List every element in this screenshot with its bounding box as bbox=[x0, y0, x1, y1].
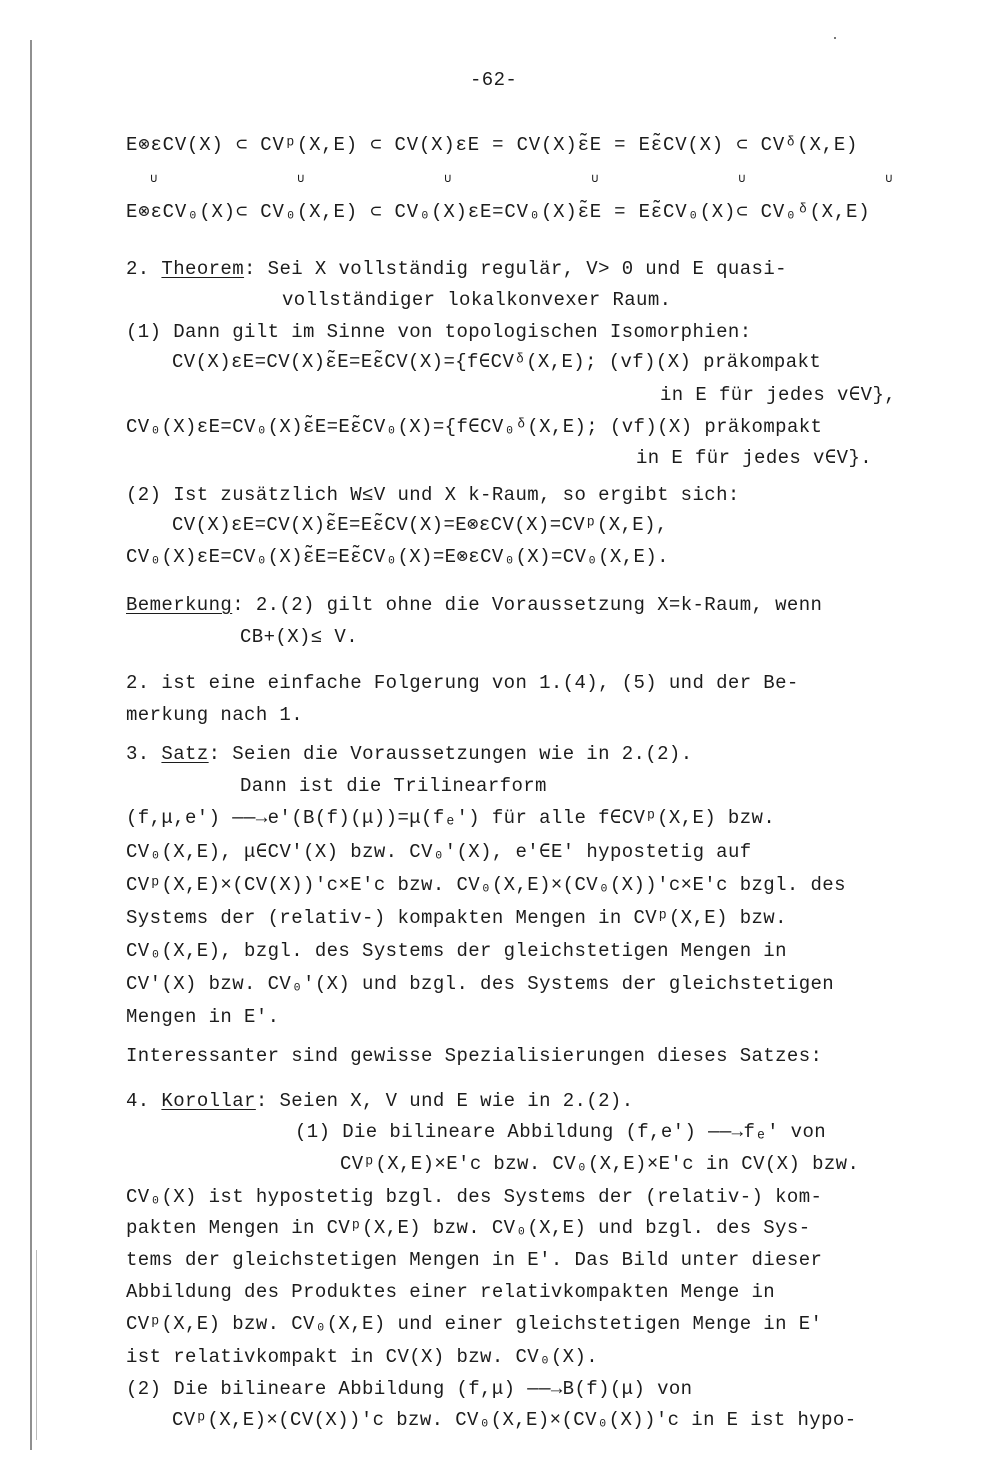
satz-3-number: 3. bbox=[126, 743, 150, 765]
satz-3-line-2: Dann ist die Trilinearform bbox=[240, 775, 547, 797]
satz-3-line-7: CV₀(X,E), bzgl. des Systems der gleichstetigen Mengen in bbox=[126, 940, 787, 962]
diagram-row-3: E⊗εCV₀(X)⊂ CV₀(X,E) ⊂ CV₀(X)εE=CV₀(X)ε̃E = Eε̃CV₀(X)⊂ CV₀ᵟ(X,E) bbox=[126, 201, 871, 223]
korollar-4-label: Korollar bbox=[161, 1090, 256, 1112]
paragraph-1-line-1: 2. ist eine einfache Folgerung von 1.(4), (5) und der Be- bbox=[126, 672, 799, 694]
theorem-2-heading bbox=[126, 257, 787, 281]
remark-heading bbox=[126, 593, 822, 617]
korollar-4-line-11: CVᵖ(X,E)×(CV(X))'c bzw. CV₀(X,E)×(CV₀(X))'c in E ist hypo- bbox=[172, 1409, 857, 1431]
remark-label: Bemerkung bbox=[126, 594, 233, 616]
korollar-4-line-6: tems der gleichstetigen Mengen in E'. Das Bild unter dieser bbox=[126, 1249, 823, 1271]
theorem-2-label: Theorem bbox=[161, 258, 245, 280]
theorem-2-line-6: CV₀(X)εE=CV₀(X)ε̃E=Eε̃CV₀(X)={f∈CV₀ᵟ(X,E); (vf)(X) präkompakt bbox=[126, 416, 823, 438]
theorem-2-line-8: (2) Ist zusätzlich W≤V und X k-Raum, so ergibt sich: bbox=[126, 484, 740, 506]
left-margin-rule-lower bbox=[36, 1250, 37, 1440]
page-number: -62- bbox=[470, 69, 518, 91]
korollar-4-line-2: (1) Die bilineare Abbildung (f,e') ——→fₑ' von bbox=[295, 1121, 827, 1143]
theorem-2-line-7: in E für jedes v∈V}. bbox=[636, 447, 873, 469]
satz-3-line-5: CVᵖ(X,E)×(CV(X))'c×E'c bzw. CV₀(X,E)×(CV₀(X))'c×E'c bzgl. des bbox=[126, 874, 846, 896]
satz-3-line-8: CV'(X) bzw. CV₀'(X) und bzgl. des Systems der gleichstetigen bbox=[126, 973, 835, 995]
satz-3-label: Satz bbox=[161, 743, 209, 765]
korollar-4-line-8: CVᵖ(X,E) bzw. CV₀(X,E) und einer gleichstetigen Menge in E' bbox=[126, 1313, 823, 1335]
paragraph-2-line-1: Interessanter sind gewisse Spezialisierungen dieses Satzes: bbox=[126, 1045, 823, 1067]
satz-3-line-1: : Seien die Voraussetzungen wie in 2.(2). bbox=[208, 743, 693, 765]
remark-line-1: : 2.(2) gilt ohne die Voraussetzung X=k-Raum, wenn bbox=[232, 594, 823, 616]
theorem-2-line-5: in E für jedes v∈V}, bbox=[660, 384, 897, 406]
theorem-2-line-2: vollständiger lokalkonvexer Raum. bbox=[282, 289, 672, 311]
satz-3-line-4: CV₀(X,E), μ∈CV'(X) bzw. CV₀'(X), e'∈E' hypostetig auf bbox=[126, 841, 752, 863]
theorem-2-line-3: (1) Dann gilt im Sinne von topologischen Isomorphien: bbox=[126, 321, 752, 343]
korollar-4-line-4: CV₀(X) ist hypostetig bzgl. des Systems der (relativ-) kom- bbox=[126, 1186, 823, 1208]
korollar-4-line-1: : Seien X, V und E wie in 2.(2). bbox=[255, 1090, 634, 1112]
korollar-4-line-5: pakten Mengen in CVᵖ(X,E) bzw. CV₀(X,E) und bzgl. des Sys- bbox=[126, 1217, 811, 1239]
satz-3-line-9: Mengen in E'. bbox=[126, 1006, 280, 1028]
korollar-4-line-9: ist relativkompakt in CV(X) bzw. CV₀(X). bbox=[126, 1346, 599, 1368]
theorem-2-line-10: CV₀(X)εE=CV₀(X)ε̃E=Eε̃CV₀(X)=E⊗εCV₀(X)=CV₀(X,E). bbox=[126, 546, 669, 568]
korollar-4-line-3: CVᵖ(X,E)×E'c bzw. CV₀(X,E)×E'c in CV(X) bzw. bbox=[340, 1153, 860, 1175]
left-margin-rule bbox=[30, 40, 32, 1450]
satz-3-line-6: Systems der (relativ-) kompakten Mengen in CVᵖ(X,E) bzw. bbox=[126, 907, 787, 929]
paragraph-1-line-2: merkung nach 1. bbox=[126, 704, 304, 726]
korollar-4-line-7: Abbildung des Produktes einer relativkompakten Menge in bbox=[126, 1281, 776, 1303]
satz-3-line-3: (f,μ,e') ——→e'(B(f)(μ))=μ(fₑ') für alle f∈CVᵖ(X,E) bzw. bbox=[126, 807, 776, 829]
scan-speck bbox=[834, 37, 836, 39]
remark-line-2: CB+(X)≤ V. bbox=[240, 626, 359, 648]
theorem-2-line-1: : Sei X vollständig regulär, V> 0 und E quasi- bbox=[244, 258, 787, 280]
satz-3-heading bbox=[126, 742, 693, 766]
diagram-subset-row: ∪ ∪ ∪ ∪ ∪ ∪ bbox=[150, 172, 959, 186]
korollar-4-line-10: (2) Die bilineare Abbildung (f,μ) ——→B(f)(μ) von bbox=[126, 1378, 693, 1400]
theorem-2-line-4: CV(X)εE=CV(X)ε̃E=Eε̃CV(X)={f∈CVᵟ(X,E); (vf)(X) präkompakt bbox=[172, 351, 822, 373]
diagram-row-1: E⊗εCV(X) ⊂ CVᵖ(X,E) ⊂ CV(X)εE = CV(X)ε̃E = Eε̃CV(X) ⊂ CVᵟ(X,E) bbox=[126, 134, 859, 156]
theorem-2-line-9: CV(X)εE=CV(X)ε̃E=Eε̃CV(X)=E⊗εCV(X)=CVᵖ(X,E), bbox=[172, 514, 668, 536]
korollar-4-heading bbox=[126, 1089, 634, 1113]
korollar-4-number: 4. bbox=[126, 1090, 150, 1112]
theorem-2-number: 2. bbox=[126, 258, 150, 280]
